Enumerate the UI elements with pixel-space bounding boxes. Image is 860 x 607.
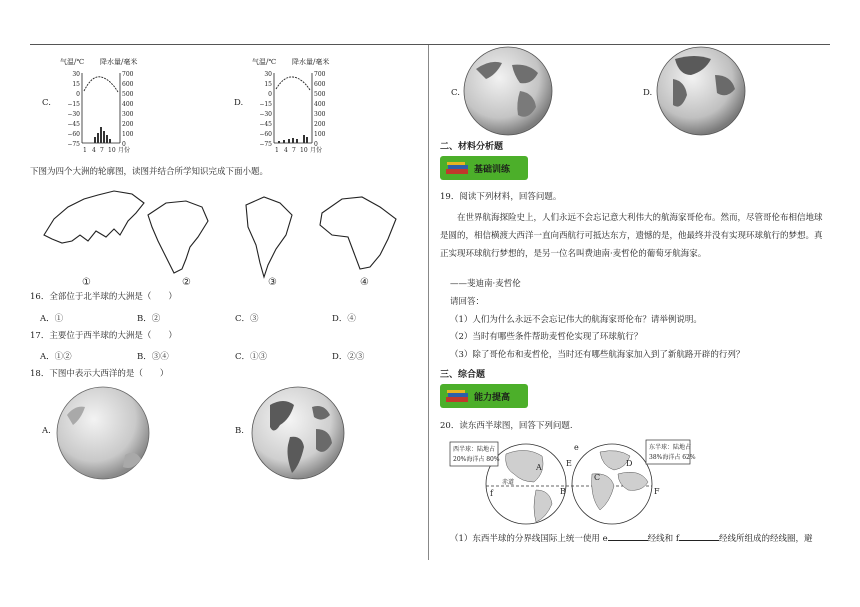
svg-text:−75: −75	[259, 141, 272, 148]
q17-option-a[interactable]: A．①②	[40, 352, 72, 362]
svg-text:30: 30	[72, 71, 80, 78]
svg-text:15: 15	[264, 81, 272, 88]
svg-text:200: 200	[122, 121, 134, 128]
section-3-title: 三、综合题	[440, 370, 486, 380]
map-letter-a: A	[536, 463, 542, 472]
equator-label: 赤道	[502, 479, 515, 486]
temp-axis-title: 气温/℃	[60, 58, 85, 66]
q17-option-c[interactable]: C．①③	[235, 352, 268, 362]
svg-text:−45: −45	[259, 121, 272, 128]
q19-stem: 19．阅读下列材料，回答问题。	[440, 192, 562, 202]
temp-axis-title: 气温/℃	[252, 58, 277, 66]
q16-option-c[interactable]: C．③	[235, 314, 259, 324]
west-box-line1: 西半球：陆地占	[453, 446, 496, 453]
svg-text:−75: −75	[67, 141, 80, 148]
answer-blank-f[interactable]	[679, 532, 719, 541]
section-2-title: 二、材料分析题	[440, 142, 504, 152]
q16-option-d[interactable]: D．④	[332, 314, 356, 324]
badge-basic-training	[440, 156, 528, 180]
svg-text:700: 700	[314, 71, 326, 78]
map-letter-b: B	[560, 487, 566, 496]
q16-stem: 16．全部位于北半球的大洲是（ ）	[30, 292, 177, 302]
svg-text:4: 4	[284, 147, 288, 154]
svg-text:300: 300	[314, 111, 326, 118]
svg-text:30: 30	[264, 71, 272, 78]
continents-intro: 下图为四个大洲的轮廓图，读图并结合所学知识完成下面小题。	[30, 167, 269, 177]
map-letter-d: D	[626, 459, 633, 468]
books-icon	[445, 388, 471, 404]
precip-axis-title: 降水量/毫米	[100, 58, 138, 66]
svg-text:0: 0	[268, 91, 272, 98]
svg-text:500: 500	[122, 91, 134, 98]
svg-text:−30: −30	[67, 111, 80, 118]
continent-label-2: ②	[182, 277, 191, 288]
svg-text:−45: −45	[67, 121, 80, 128]
q19-source: ——斐迪南·麦哲伦	[450, 279, 521, 289]
q16-option-b[interactable]: B．②	[137, 314, 161, 324]
map-letter-e: E	[566, 459, 572, 468]
q20-stem: 20．读东西半球图，回答下列问题.	[440, 421, 573, 431]
globe-c-image	[462, 45, 554, 137]
west-box-line2: 20%海洋占 80%	[453, 456, 500, 463]
svg-text:600: 600	[122, 81, 134, 88]
hemispheres-map	[450, 438, 696, 526]
svg-text:100: 100	[314, 131, 326, 138]
svg-text:0: 0	[76, 91, 80, 98]
svg-text:10: 10	[300, 147, 308, 154]
option-c-label: C.	[42, 98, 51, 108]
answer-blank-e[interactable]	[608, 532, 648, 541]
q18-option-c[interactable]: C.	[451, 88, 460, 98]
q18-option-a[interactable]: A.	[42, 426, 51, 436]
svg-text:200: 200	[314, 121, 326, 128]
svg-text:0: 0	[122, 141, 126, 148]
map-edge-f: f	[490, 489, 493, 498]
svg-text:400: 400	[122, 101, 134, 108]
q19-prompt: 请回答：	[450, 297, 485, 307]
q17-option-d[interactable]: D．②③	[332, 352, 365, 362]
continent-label-1: ①	[82, 277, 91, 288]
svg-text:1: 1	[83, 147, 87, 154]
badge-label: 能力提高	[474, 393, 511, 403]
map-edge-e: e	[574, 443, 579, 452]
column-divider	[428, 45, 429, 560]
badge-ability	[440, 384, 528, 408]
svg-text:−30: −30	[259, 111, 272, 118]
q17-stem: 17．主要位于西半球的大洲是（ ）	[30, 331, 177, 341]
svg-text:700: 700	[122, 71, 134, 78]
q19-material: 在世界航海探险史上，人们永远不会忘记意大利伟大的航海家哥伦布。然而，尽管哥伦布相信地球是圆的，相信横渡大西洋一直向西航行可抵达东方，遗憾的是，他最终并没有实现环球航行的梦想。真正实现环球航行梦想的，是另一位名叫费迪南·麦哲伦的葡萄牙航海家。	[440, 213, 823, 259]
svg-text:1: 1	[275, 147, 279, 154]
svg-text:7: 7	[100, 147, 104, 154]
svg-text:−15: −15	[259, 101, 272, 108]
svg-text:100: 100	[122, 131, 134, 138]
books-icon	[445, 160, 471, 176]
continent-2-outline	[148, 201, 208, 273]
svg-text:600: 600	[314, 81, 326, 88]
q20-sub1-part2: 经线和 f	[647, 534, 680, 544]
svg-text:月份: 月份	[310, 147, 323, 154]
svg-text:−60: −60	[67, 131, 80, 138]
climate-chart-c	[56, 55, 171, 155]
q17-option-b[interactable]: B．③④	[137, 352, 169, 362]
svg-text:7: 7	[292, 147, 296, 154]
svg-text:月份: 月份	[118, 147, 131, 154]
svg-text:15: 15	[72, 81, 80, 88]
east-box-line1: 东半球：陆地占	[649, 444, 692, 451]
map-letter-c: C	[594, 473, 601, 482]
q18-option-d[interactable]: D.	[643, 88, 653, 98]
option-d-label: D.	[234, 98, 244, 108]
svg-text:−15: −15	[67, 101, 80, 108]
svg-text:400: 400	[314, 101, 326, 108]
q19-sub1: （1）人们为什么永远不会忘记伟大的航海家哥伦布？请举例说明。	[450, 315, 702, 325]
q16-option-a[interactable]: A．①	[40, 314, 64, 324]
svg-text:4: 4	[92, 147, 96, 154]
svg-text:300: 300	[122, 111, 134, 118]
continent-3-outline	[246, 197, 292, 277]
globe-a-image	[55, 385, 151, 481]
continent-4-outline	[320, 197, 396, 269]
continent-outlines	[36, 185, 416, 290]
q19-sub2: （2）当时有哪些条件帮助麦哲伦实现了环球航行？	[450, 332, 643, 342]
globe-d-image	[655, 45, 747, 137]
map-letter-f: F	[654, 487, 660, 496]
svg-text:10: 10	[108, 147, 116, 154]
badge-label: 基础训练	[474, 165, 511, 175]
continent-label-3: ③	[268, 277, 277, 288]
east-box-line2: 38%海洋占 62%	[649, 454, 696, 461]
svg-text:0: 0	[314, 141, 318, 148]
q20-sub1	[450, 532, 813, 545]
continent-1-outline	[44, 191, 144, 243]
svg-text:−60: −60	[259, 131, 272, 138]
q20-sub1-part1: （1）东西半球的分界线国际上统一使用 e	[450, 534, 608, 544]
continent-label-4: ④	[360, 277, 369, 288]
q18-option-b[interactable]: B.	[235, 426, 244, 436]
globe-b-image	[250, 385, 346, 481]
q20-sub1-part3: 经线所组成的经线圈，避	[719, 534, 813, 544]
climate-chart-d	[248, 55, 363, 155]
q18-stem: 18．下图中表示大西洋的是（ ）	[30, 369, 169, 379]
svg-text:500: 500	[314, 91, 326, 98]
precip-axis-title: 降水量/毫米	[292, 58, 330, 66]
q19-sub3: （3）除了哥伦布和麦哲伦，当时还有哪些航海家加入到了新航路开辟的行列？	[450, 350, 745, 360]
